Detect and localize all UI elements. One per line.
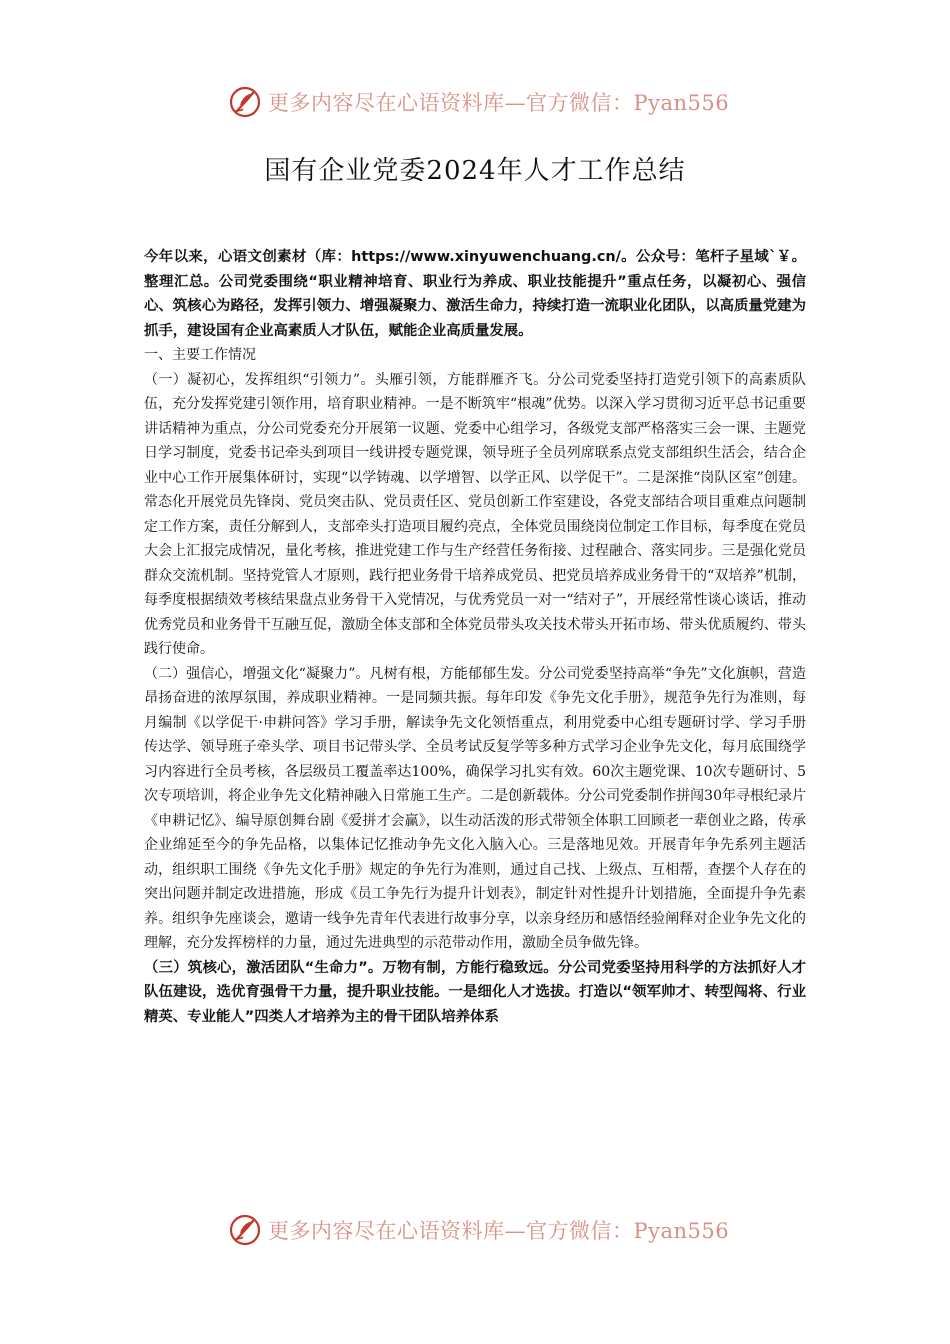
intro-paragraph: 今年以来，心语文创素材（库：https://www.xinyuwenchuang.cn/。公众号：笔杆子星域`￥。整理汇总。公司党委围绕“职业精神培育、职业行为养成、职业技能提升”重点任务，以凝初心、强信心、筑核心为路径，发挥引领力、增强凝聚力、激活生命力，持续打造一流职业化团队，以高质量党建为抓手，建设国有企业高素质人才队伍，赋能企业高质量发展。 (144, 249, 806, 339)
paragraph-2: （二）强信心，增强文化“凝聚力”。凡树有根，方能郁郁生发。分公司党委坚持高举“争先”文化旗帜，营造昂扬奋进的浓厚氛围，养成职业精神。一是同频共振。每年印发《争先文化手册》，规范争先行为准则，每月编制《以学促干·申耕问答》学习手册，解读争先文化领悟重点，利用党委中心组专题研讨学、学习手册传达学、领导班子牵头学、项目书记带头学、全员考试反复学等多种方式学习企业争先文化，每月底围绕学习内容进行全员考核，各层级员工覆盖率达100%，确保学习扎实有效。60次主题党课、10次专题研讨、5次专项培训，将企业争先文化精神融入日常施工生产。二是创新载体。分公司党委制作拼闯30年寻根纪录片《申耕记忆》、编导原创舞台剧《爱拼才会赢》，以生动活泼的形式带领全体职工回顾老一辈创业之路，传承企业绵延至今的争先品格，以集体记忆推动争先文化入脑入心。三是落地见效。开展青年争先系列主题活动，组织职工围绕《争先文化手册》规定的争先行为准则，通过自己找、上级点、互相帮，查摆个人存在的突出问题并制定改进措施，形成《员工争先行为提升计划表》，制定针对性提升计划措施，全面提升争先素养。组织争先座谈会，邀请一线争先青年代表进行故事分享，以亲身经历和感悟经验阐释对企业争先文化的理解，充分发挥榜样的力量，通过先进典型的示范带动作用，激励全员争做先锋。 (144, 665, 806, 952)
header-banner (228, 80, 728, 124)
document-body (144, 245, 806, 1030)
document-title: 国有企业党委2024年人才工作总结 (264, 156, 686, 186)
quill-logo-icon (228, 85, 262, 119)
section-heading: 一、主要工作情况 (144, 347, 256, 364)
banner-text: 更多内容尽在心语资料库—官方微信：Pyan556 (268, 1219, 730, 1243)
footer-banner (228, 1208, 728, 1252)
paragraph-3: （三）筑核心，激活团队“生命力”。万物有制，方能行稳致远。分公司党委坚持用科学的方法抓好人才队伍建设，选优育强骨干力量，提升职业技能。一是细化人才选拔。打造以“领军帅才、转型闯将、行业精英、专业能人”四类人才培养为主的骨干团队培养体系 (144, 959, 806, 1026)
banner-text: 更多内容尽在心语资料库—官方微信：Pyan556 (268, 91, 730, 115)
paragraph-1: （一）凝初心，发挥组织“引领力”。头雁引领，方能群雁齐飞。分公司党委坚持打造党引领下的高素质队伍，充分发挥党建引领作用，培育职业精神。一是不断筑牢“根魂”优势。以深入学习贯彻习近平总书记重要讲话精神为重点，分公司党委充分开展第一议题、党委中心组学习，各级党支部严格落实三会一课、主题党日学习制度，党委书记牵头到项目一线讲授专题党课，领导班子全员列席联系点党支部组织生活会，结合企业中心工作开展集体研讨，实现“以学铸魂、以学增智、以学正风、以学促干”。二是深推“岗队区室”创建。常态化开展党员先锋岗、党员突击队、党员责任区、党员创新工作室建设，各党支部结合项目重难点问题制定工作方案，责任分解到人，支部牵头打造项目履约亮点，全体党员围绕岗位制定工作目标，每季度在党员大会上汇报完成情况，量化考核，推进党建工作与生产经营任务衔接、过程融合、落实同步。三是强化党员群众交流机制。坚持党管人才原则，践行把业务骨干培养成党员、把党员培养成业务骨干的“双培养”机制，每季度根据绩效考核结果盘点业务骨干入党情况，与优秀党员一对一“结对子”，开展经常性谈心谈话，推动优秀党员和业务骨干互融互促，激励全体支部和全体党员带头攻关技术带头开拓市场、带头优质履约、带头践行使命。 (144, 371, 806, 658)
quill-logo-icon (228, 1213, 262, 1247)
